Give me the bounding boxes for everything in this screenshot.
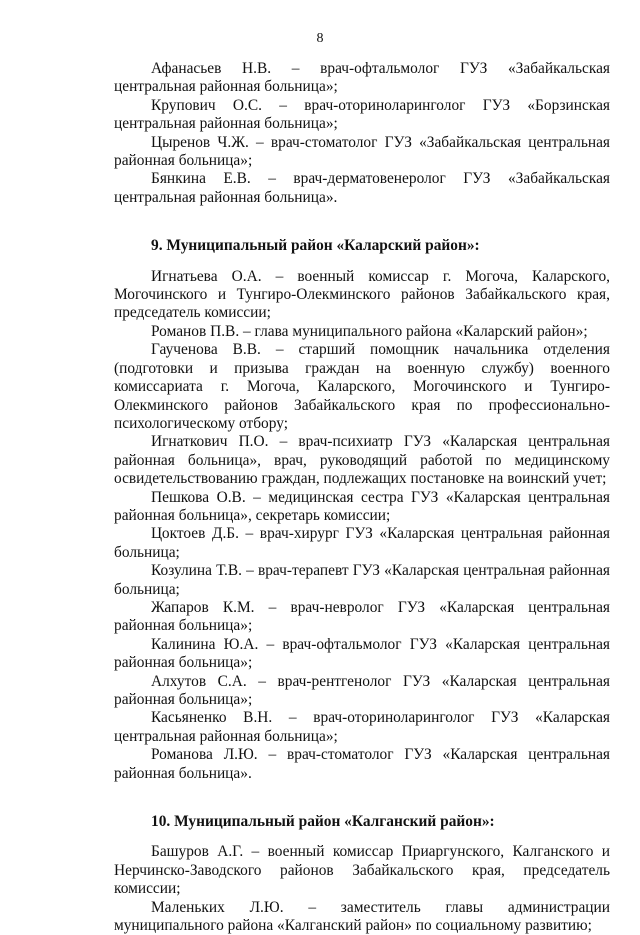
member-entry: Башуров А.Г. – военный комиссар Приаргунского, Калганского и Нерчинско-Заводского районов Забайкальского края, председатель комиссии; bbox=[114, 843, 610, 898]
member-entry: Касьяненко В.Н. – врач-оториноларинголог ГУЗ «Каларская центральная районная больница»; bbox=[114, 709, 610, 745]
member-entry: Гаученова В.В. – старший помощник начальника отделения (подготовки и призыва граждан на военную службу) военного комиссариата г. Могоча, Каларского, Могочинского и Тунгиро-Олекминского районов Забайкальского края по профессионально-психологическому отбору; bbox=[114, 341, 610, 432]
section-heading-kalgansky: 10. Муниципальный район «Калганский район»: bbox=[151, 813, 495, 831]
member-entry: Цоктоев Д.Б. – врач-хирург ГУЗ «Каларская центральная районная больница; bbox=[114, 525, 610, 561]
member-entry: Жапаров К.М. – врач-невролог ГУЗ «Каларская центральная районная больница»; bbox=[114, 598, 610, 635]
member-entry: Пешкова О.В. – медицинская сестра ГУЗ «Каларская центральная районная больница», секретарь комиссии; bbox=[114, 488, 610, 524]
member-entry: Маленьких Л.Ю. – заместитель главы администрации муниципального района «Калганский район» по социальному развитию; bbox=[114, 898, 610, 935]
member-entry: Калинина Ю.А. – врач-офтальмолог ГУЗ «Каларская центральная районная больница»; bbox=[114, 635, 610, 672]
member-entry: Афанасьев Н.В. – врач-офтальмолог ГУЗ «Забайкальская центральная районная больница»; bbox=[114, 60, 610, 96]
member-entry: Цыренов Ч.Ж. – врач-стоматолог ГУЗ «Забайкальская центральная районная больница»; bbox=[114, 133, 610, 170]
section-heading-kalarsky: 9. Муниципальный район «Каларский район»: bbox=[151, 237, 480, 255]
member-entry: Бянкина Е.В. – врач-дерматовенеролог ГУЗ «Забайкальская центральная районная больница». bbox=[114, 170, 610, 206]
spacer bbox=[114, 256, 610, 268]
spacer bbox=[114, 783, 610, 813]
member-entry: Козулина Т.В. – врач-терапевт ГУЗ «Каларская центральная районная больница; bbox=[114, 562, 610, 598]
document-body bbox=[114, 60, 610, 935]
member-entry: Крупович О.С. – врач-оториноларинголог ГУЗ «Борзинская центральная районная больница»; bbox=[114, 96, 610, 133]
member-entry: Игнаткович П.О. – врач-психиатр ГУЗ «Каларская центральная районная больница», врач, руководящий работой по медицинскому освидетельствованию граждан, подлежащих постановке на воинский учет; bbox=[114, 433, 610, 488]
member-entry: Алхутов С.А. – врач-рентгенолог ГУЗ «Каларская центральная районная больница»; bbox=[114, 672, 610, 708]
member-entry: Игнатьева О.А. – военный комиссар г. Могоча, Каларского, Могочинского и Тунгиро-Олекминского районов Забайкальского края, председатель комиссии; bbox=[114, 267, 610, 322]
spacer bbox=[114, 207, 610, 237]
page-number: 8 bbox=[316, 31, 324, 46]
member-entry: Романов П.В. – глава муниципального района «Каларский район»; bbox=[151, 322, 588, 340]
member-entry: Романова Л.Ю. – врач-стоматолог ГУЗ «Каларская центральная районная больница». bbox=[114, 746, 610, 782]
spacer bbox=[114, 831, 610, 843]
